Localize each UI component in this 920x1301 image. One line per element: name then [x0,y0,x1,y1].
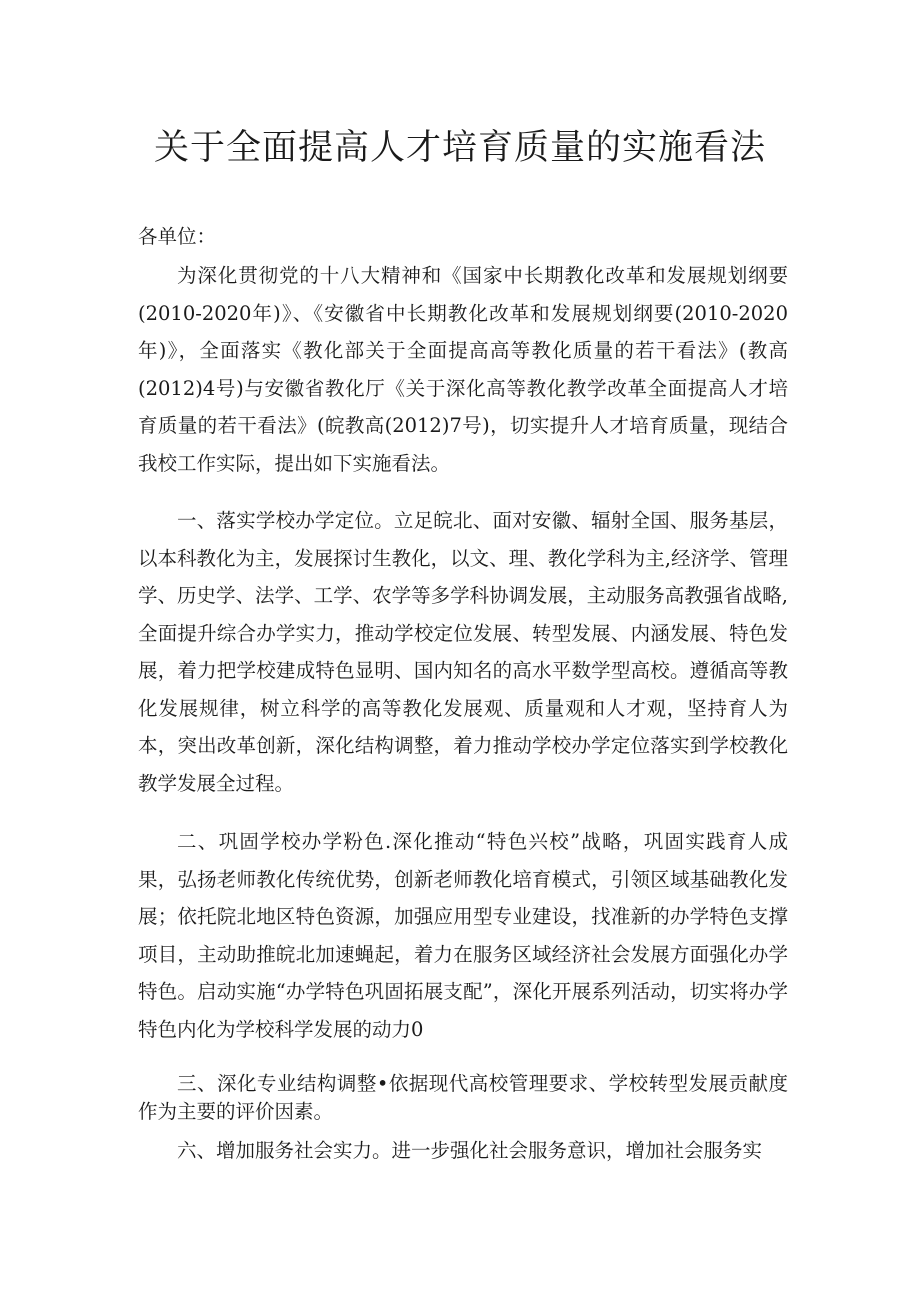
salutation: 各单位： [138,225,217,248]
paragraph-section-two: 二、巩固学校办学粉色.深化推动“特色兴校”战略，巩固实践育人成果，弘扬老师教化传统优势，创新老师教化培育模式，引领区域基础教化发展；依托院北地区特色资源，加强应用型专业建设，找准新的办学特色支撑项目，主动助推皖北加速蝇起，着力在服务区域经济社会发展方面强化办学特色。启动实施“办学特色巩固拓展支配”，深化开展系列活动，切实将办学特色内化为学校科学发展的动力0 [138,830,788,1041]
paragraph-section-six: 六、增加服务社会实力。进一步强化社会服务意识，增加社会服务实 [177,1139,763,1162]
paragraph-intro: 为深化贯彻党的十八大精神和《国家中长期教化改革和发展规划纲要(2010-2020年)》、《安徽省中长期教化改革和发展规划纲要(2010-2020年)》，全面落实《教化部关于全面提高高等教化质量的若干看法》(教高(2012)4号)与安徽省教化厅《关于深化高等教化教学改革全面提高人才培育质量的若干看法》(皖教高(2012)7号)，切实提升人才培育质量，现结合我校工作实际，提出如下实施看法。 [138,264,788,475]
paragraph-section-one: 一、落实学校办学定位。立足皖北、面对安徽、辐射全国、服务基层，以本科教化为主，发展探讨生教化，以文、理、教化学科为主,经济学、管理学、历史学、法学、工学、农学等多学科协调发展，主动服务高教强省战略,全面提升综合办学实力，推动学校定位发展、转型发展、内涵发展、特色发展，着力把学校建成特色显明、国内知名的高水平数学型高校。遵循高等教化发展规律，树立科学的高等教化发展观、质量观和人才观，坚持育人为本，突出改革创新，深化结构调整，着力推动学校办学定位落实到学校教化教学发展全过程。 [138,509,788,795]
paragraph-section-three: 三、深化专业结构调整•依据现代高校管理要求、学校转型发展贡献度作为主要的评价因素。 [138,1072,788,1123]
document-title: 关于全面提高人才培育质量的实施看法 [153,128,766,168]
